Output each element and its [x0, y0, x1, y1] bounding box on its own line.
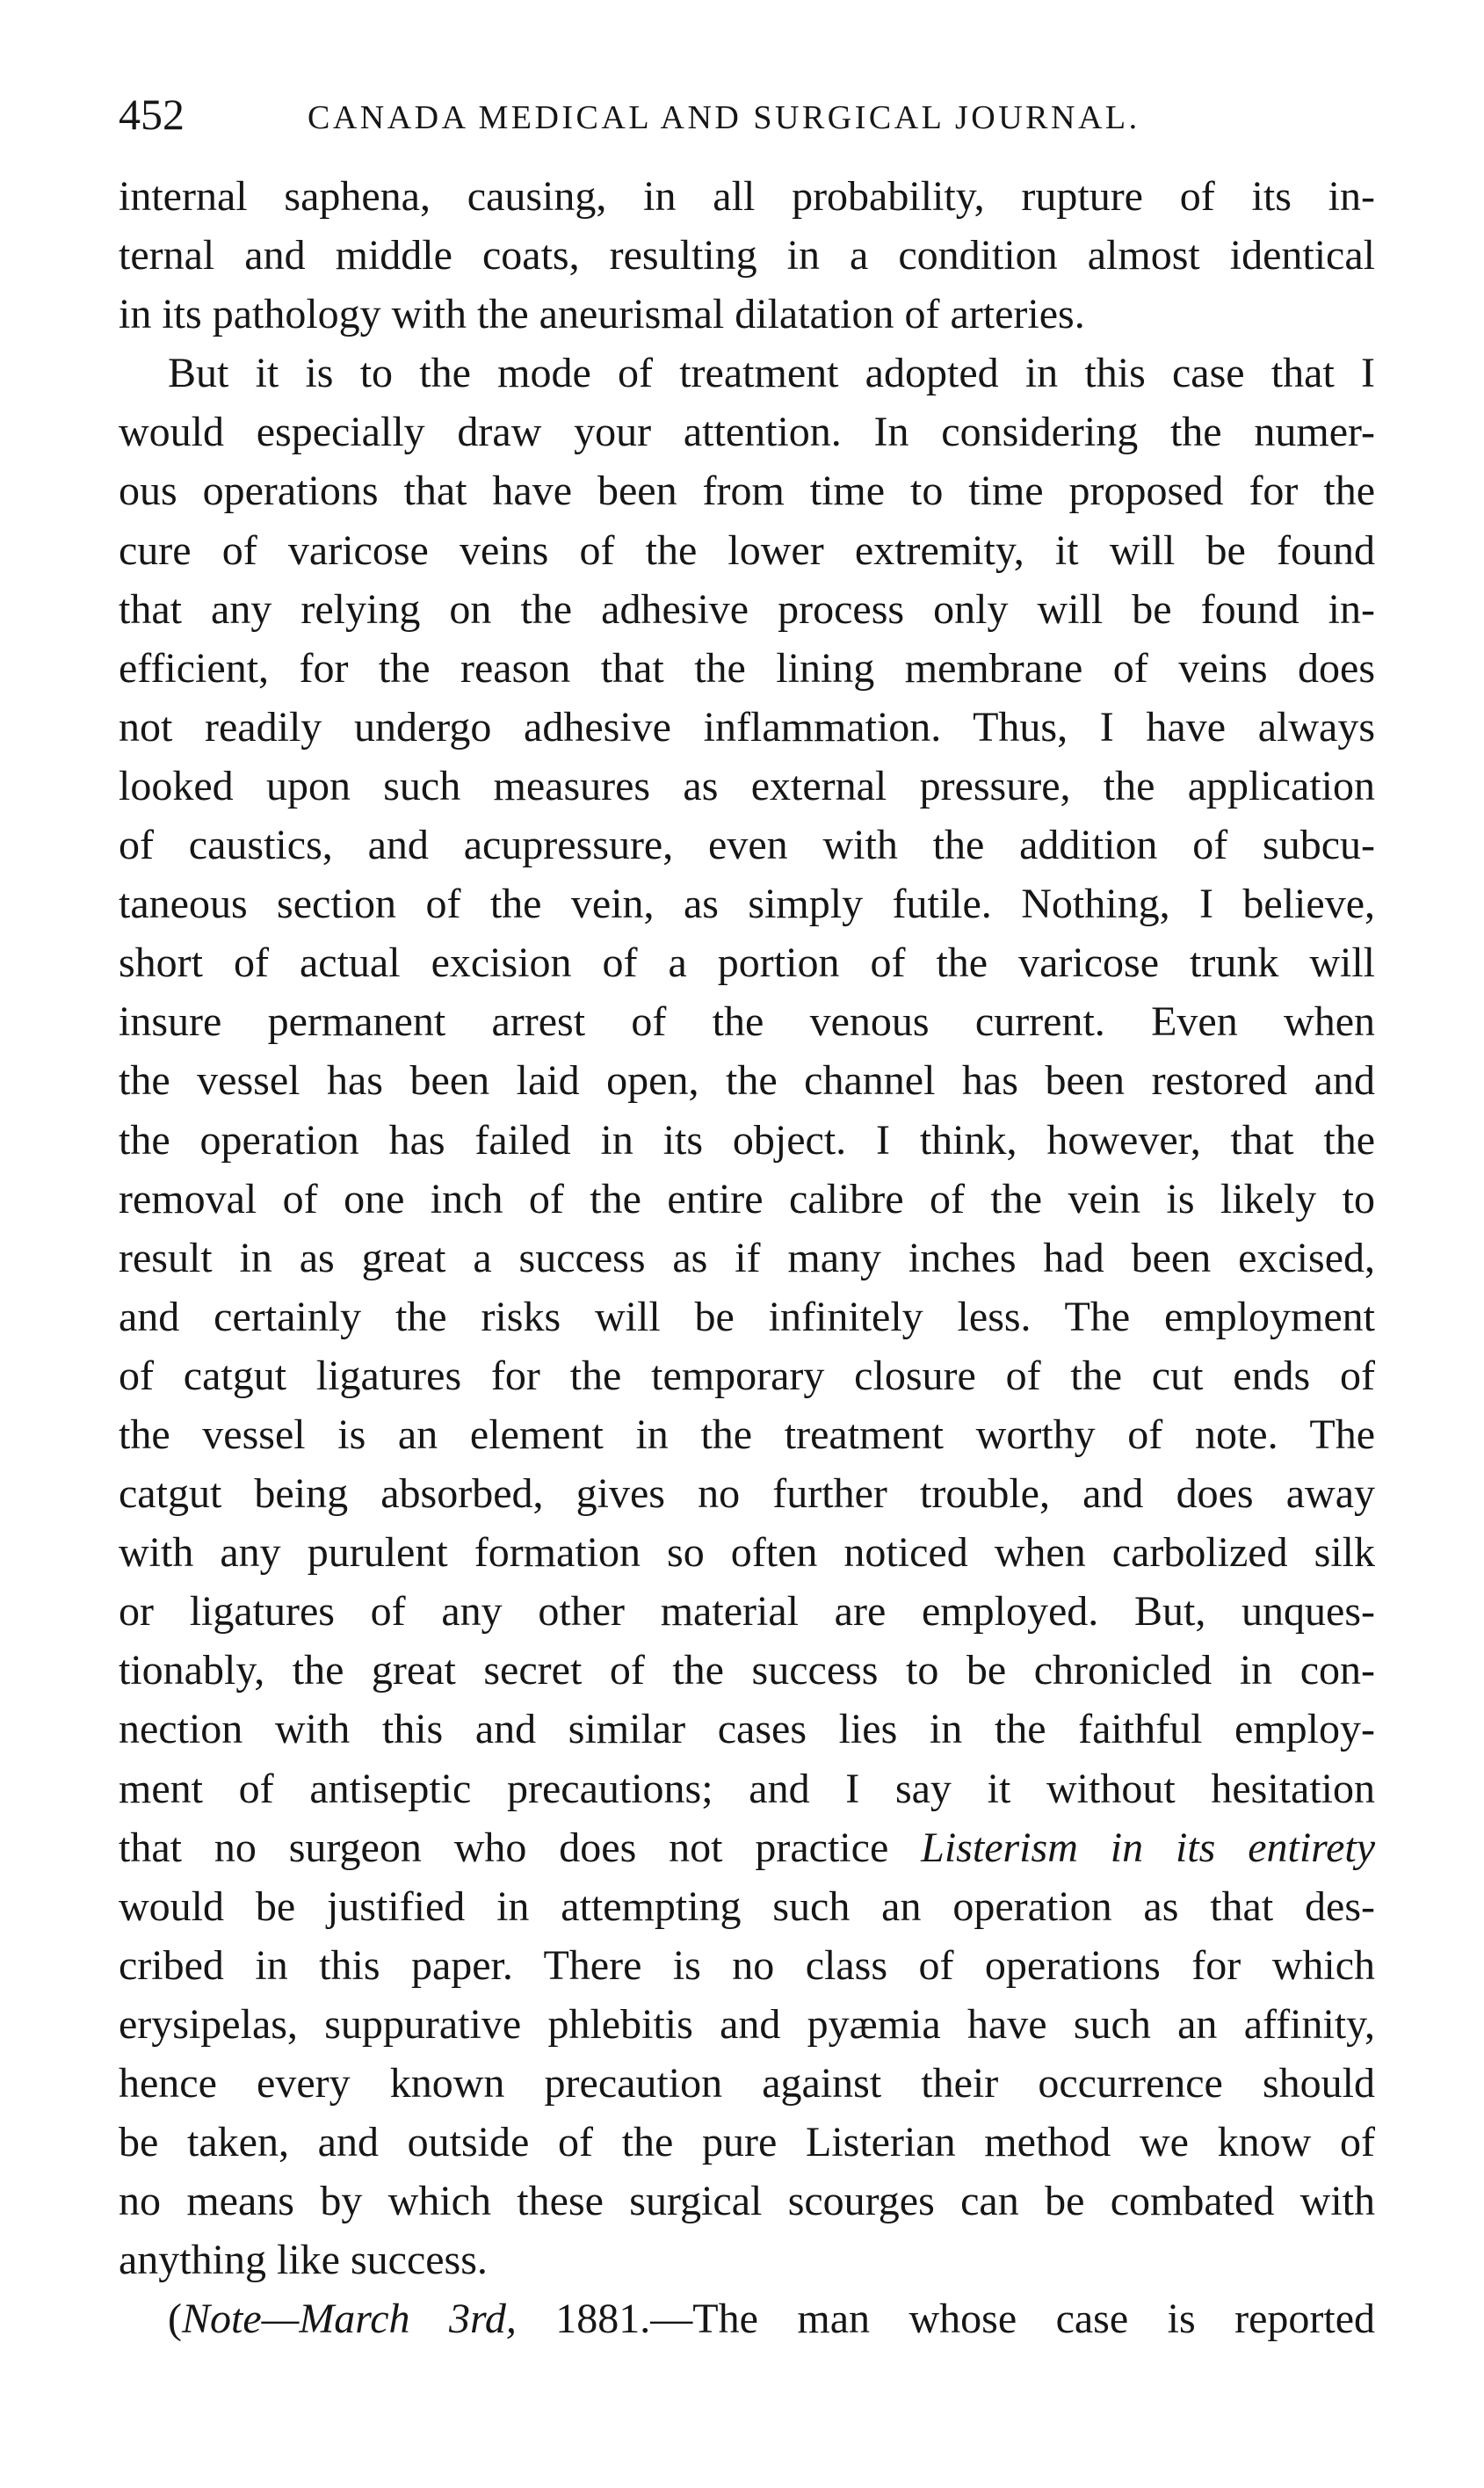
text-line: cribed in this paper. There is no class of operations for which	[119, 1941, 1375, 1989]
text-line: ternal and middle coats, resulting in a condition almost identical	[119, 232, 1375, 279]
text-line: anything like success.	[119, 2237, 488, 2284]
text-line: But it is to the mode of treatment adopted in this case that I	[168, 350, 1375, 397]
text-run: that no surgeon who does not practice	[119, 1824, 922, 1871]
text-line: of caustics, and acupressure, even with the addition of subcu-	[119, 822, 1375, 869]
text-line: the vessel has been laid open, the channel has been restored and	[119, 1057, 1375, 1105]
text-line: would especially draw your attention. In considering the numer-	[119, 409, 1375, 456]
text-line: in its pathology with the aneurismal dilatation of arteries.	[119, 291, 1085, 338]
text-line: result in as great a success as if many inches had been excised,	[119, 1234, 1375, 1281]
text-line: would be justified in attempting such an operation as that des-	[119, 1882, 1375, 1930]
article-body	[119, 167, 1375, 2348]
text-line: with any purulent formation so often noticed when carbolized silk	[119, 1529, 1375, 1577]
journal-title: CANADA MEDICAL AND SURGICAL JOURNAL.	[308, 99, 1140, 136]
running-head	[119, 83, 1375, 145]
text-line: hence every known precaution against their occurrence should	[119, 2060, 1375, 2107]
text-line: ment of antiseptic precautions; and I say it without hesitation	[119, 1765, 1375, 1812]
text-run: 1881.—The man whose case is reported	[516, 2296, 1376, 2343]
text-line: insure permanent arrest of the venous current. Even when	[119, 998, 1375, 1046]
text-run: (	[168, 2296, 182, 2343]
text-line: cure of varicose veins of the lower extremity, it will be found	[119, 526, 1375, 574]
text-line: internal saphena, causing, in all probability, rupture of its in-	[119, 173, 1375, 220]
text-line: erysipelas, suppurative phlebitis and pyæmia have such an affinity,	[119, 2000, 1375, 2048]
text-line: no means by which these surgical scourges can be combated with	[119, 2178, 1375, 2225]
italic-emphasis: Listerism in its entirety	[921, 1824, 1376, 1871]
text-line: efficient, for the reason that the lining membrane of veins does	[119, 644, 1375, 692]
text-line: looked upon such measures as external pressure, the application	[119, 762, 1375, 809]
text-line: ous operations that have been from time to time proposed for the	[119, 468, 1375, 515]
text-line: short of actual excision of a portion of the varicose trunk will	[119, 939, 1375, 987]
text-line: removal of one inch of the entire calibre of the vein is likely to	[119, 1175, 1375, 1222]
text-line: of catgut ligatures for the temporary closure of the cut ends of	[119, 1352, 1375, 1399]
text-line: the operation has failed in its object. I think, however, that the	[119, 1116, 1375, 1164]
text-line: nection with this and similar cases lies in the faithful employ-	[119, 1706, 1375, 1753]
page-number: 452	[119, 90, 185, 139]
text-line	[119, 1818, 1375, 1877]
text-line: or ligatures of any other material are employed. But, unques-	[119, 1588, 1375, 1636]
italic-emphasis: Note—March 3rd,	[181, 2296, 517, 2343]
note-line	[119, 2289, 1375, 2348]
text-line: the vessel is an element in the treatment worthy of note. The	[119, 1411, 1375, 1458]
text-line: that any relying on the adhesive process only will be found in-	[119, 585, 1375, 633]
text-line: be taken, and outside of the pure Listerian method we know of	[119, 2119, 1375, 2166]
text-line: and certainly the risks will be infinitely less. The employment	[119, 1293, 1375, 1340]
text-line: catgut being absorbed, gives no further trouble, and does away	[119, 1470, 1375, 1518]
text-line: not readily undergo adhesive inflammation. Thus, I have always	[119, 703, 1375, 751]
text-line: tionably, the great secret of the success to be chronicled in con-	[119, 1647, 1375, 1694]
text-line: taneous section of the vein, as simply futile. Nothing, I believe,	[119, 881, 1375, 928]
